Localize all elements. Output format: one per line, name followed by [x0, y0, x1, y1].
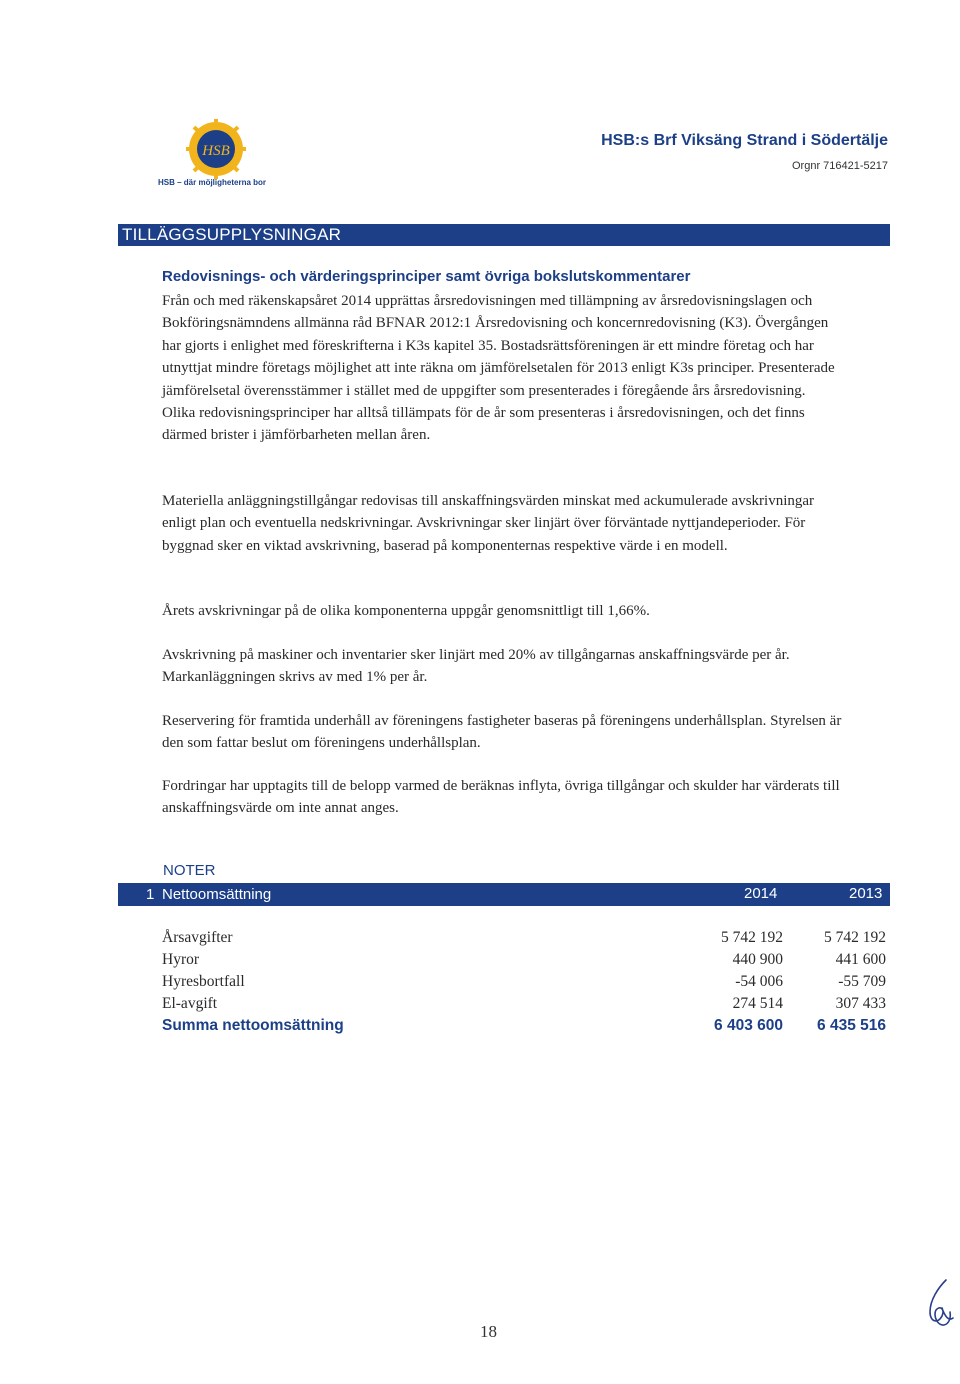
table-row [162, 995, 888, 1017]
table-total-row [162, 1017, 888, 1039]
row-label: Hyresbortfall [162, 973, 245, 990]
organization-name: HSB:s Brf Viksäng Strand i Södertälje [601, 132, 888, 149]
note-title: Nettoomsättning [162, 886, 272, 903]
row-value-previous: 5 742 192 [824, 929, 886, 946]
paragraph-k3-transition: Från och med räkenskapsåret 2014 upprättas årsredovisningen med tillämpning av årsredovisningslagen och Bokföringsnämndens allmänna råd BFNAR 2012:1 Årsredovisning och koncernredovisning (K3). Övergången har gjorts i enlighet med föreskrifterna i K3s kapitel 35. Bostadsrättsföreningen är ett mindre företag och har utnyttjat mindre företags möjlighet att inte räkna om jämförelsetalen för 2013 enligt K3s principer. Presenterade jämförelsetal överensstämmer i stället med de uppgifter som presenterades i föregående års årsredovisning. Olika redovisningsprinciper har alltså tillämpats för de år som presenteras i årsredovisningen, och det finns därmed brister i jämförbarheten mellan åren. [162, 293, 835, 444]
paragraph-depreciation-rate: Årets avskrivningar på de olika komponenterna uppgår genomsnittligt till 1,66%. [162, 603, 650, 619]
row-value-current: -54 006 [735, 973, 783, 990]
table-row [162, 951, 888, 973]
handwritten-initials [924, 1278, 956, 1330]
total-label: Summa nettoomsättning [162, 1017, 344, 1034]
section-title: TILLÄGGSUPPLYSNINGAR [122, 225, 342, 244]
section-header-bar [118, 224, 890, 246]
principles-heading: Redovisnings- och värderingsprinciper samt övriga bokslutskommentarer [162, 268, 691, 285]
row-value-current: 274 514 [732, 995, 783, 1012]
row-label: Årsavgifter [162, 929, 233, 946]
row-value-previous: -55 709 [838, 973, 886, 990]
notes-heading: NOTER [163, 862, 216, 879]
row-value-previous: 441 600 [835, 951, 886, 968]
row-value-current: 5 742 192 [721, 929, 783, 946]
paragraph-fixed-assets: Materiella anläggningstillgångar redovisas till anskaffningsvärden minskat med ackumulerade avskrivningar enligt plan och eventuella nedskrivningar. Avskrivningar sker linjärt över förväntade nyttjandeperioder. För byggnad sker en viktad avskrivning, baserad på komponenternas respektive värde i en modell. [162, 493, 815, 554]
hsb-logo [185, 118, 247, 180]
logo-label: HSB [202, 143, 230, 159]
note-header-bar [118, 883, 890, 906]
column-year-current: 2014 [744, 885, 778, 902]
row-label: Hyror [162, 951, 200, 968]
total-value-current: 6 403 600 [714, 1017, 783, 1034]
page-number: 18 [480, 1322, 497, 1341]
total-value-previous: 6 435 516 [817, 1017, 886, 1034]
row-value-current: 440 900 [732, 951, 783, 968]
logo-tagline: HSB – där möjligheterna bor [158, 178, 267, 187]
paragraph-receivables: Fordringar har upptagits till de belopp varmed de beräknas inflyta, övriga tillgångar och skulder har värderats till anskaffningsvärde om inte annat anges. [162, 778, 840, 817]
table-row [162, 973, 888, 995]
paragraph-machinery-depreciation: Avskrivning på maskiner och inventarier sker linjärt med 20% av tillgångarnas anskaffningsvärde per år. Markanläggningen skrivs av med 1% per år. [162, 647, 790, 686]
row-label: El-avgift [162, 995, 218, 1012]
row-value-previous: 307 433 [835, 995, 886, 1012]
table-row [162, 929, 888, 951]
note-number: 1 [146, 886, 155, 903]
column-year-previous: 2013 [849, 885, 883, 902]
organization-number: Orgnr 716421-5217 [791, 160, 888, 172]
paragraph-maintenance-reserve: Reservering för framtida underhåll av föreningens fastigheter baseras på föreningens underhållsplan. Styrelsen är den som fattar beslut om föreningens underhållsplan. [162, 713, 842, 752]
